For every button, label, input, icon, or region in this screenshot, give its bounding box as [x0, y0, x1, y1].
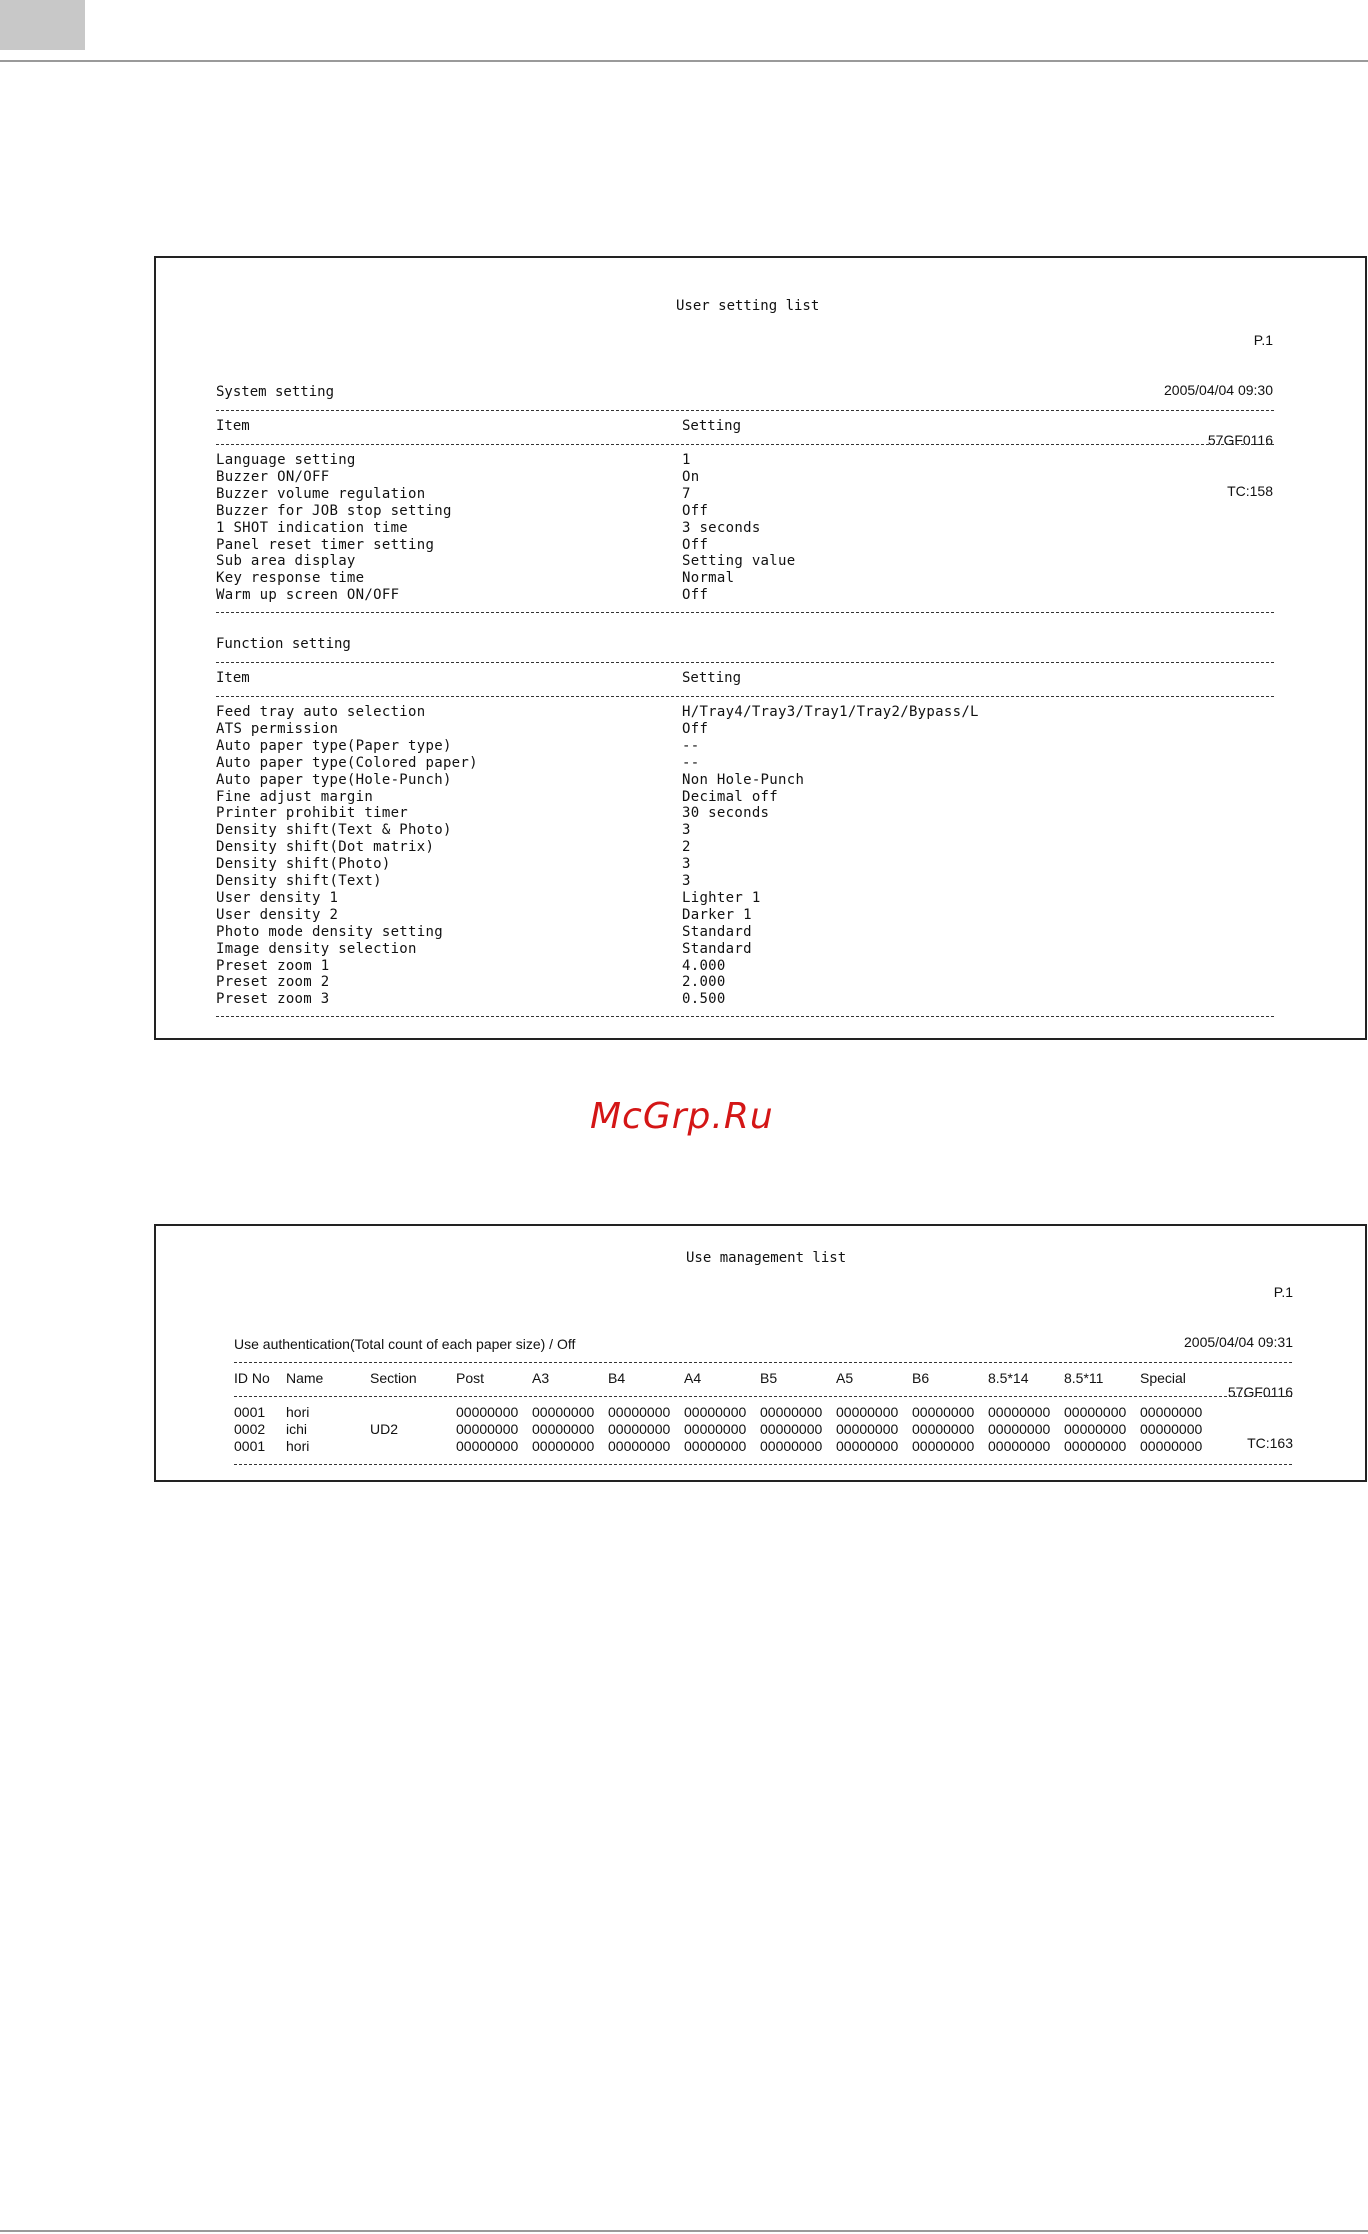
setting-column-header: Setting [682, 418, 742, 434]
function-setting-heading: Function setting [216, 636, 351, 652]
column-header: Special [1140, 1370, 1186, 1386]
column-header: B4 [608, 1370, 626, 1386]
count-cell: 00000000 [988, 1404, 1051, 1420]
serial-number: 57GF0116 [1227, 1384, 1293, 1401]
count-cell: 00000000 [912, 1404, 975, 1420]
page-number: P.1 [1273, 1283, 1293, 1300]
setting-item-label: Buzzer ON/OFF [216, 468, 330, 485]
count-cell: 00000000 [608, 1438, 671, 1454]
setting-item-value: 4.000 [682, 957, 726, 974]
name-cell: hori [286, 1404, 310, 1420]
column-header: 8.5*14 [988, 1370, 1029, 1386]
setting-item-value: Off [682, 536, 709, 553]
column-header: Name [286, 1370, 324, 1386]
setting-item-value: -- [682, 737, 700, 754]
count-cell: 00000000 [1064, 1404, 1127, 1420]
setting-item-value: 3 [682, 822, 691, 839]
section-cell: UD2 [370, 1421, 399, 1437]
setting-item-value: -- [682, 754, 700, 771]
setting-item-label: Auto paper type(Hole-Punch) [216, 771, 452, 788]
setting-item-label: Warm up screen ON/OFF [216, 587, 400, 604]
divider [234, 1464, 1292, 1465]
id-cell: 0001 [234, 1404, 266, 1420]
setting-item-label: Density shift(Text & Photo) [216, 822, 452, 839]
setting-item-value: H/Tray4/Tray3/Tray1/Tray2/Bypass/L [682, 704, 979, 720]
setting-item-label: Buzzer volume regulation [216, 485, 426, 502]
column-header: A5 [836, 1370, 854, 1386]
count-cell: 00000000 [456, 1438, 519, 1454]
count-cell: 00000000 [836, 1404, 899, 1420]
count-cell: 00000000 [684, 1404, 747, 1420]
setting-item-label: Auto paper type(Paper type) [216, 737, 452, 754]
setting-item-value: 3 seconds [682, 519, 761, 536]
count-cell: 00000000 [532, 1404, 595, 1420]
item-column-header: Item [216, 670, 250, 686]
report-title: User setting list [676, 298, 820, 314]
setting-item-label: Preset zoom 1 [216, 957, 330, 974]
divider [216, 696, 1274, 697]
report-date: 2005/04/04 09:30 [1164, 381, 1273, 398]
column-header: B6 [912, 1370, 930, 1386]
setting-item-value: Standard [682, 923, 752, 940]
setting-item-label: Preset zoom 2 [216, 974, 330, 991]
setting-item-label: Density shift(Dot matrix) [216, 839, 435, 856]
column-header: Section [370, 1370, 417, 1386]
count-cell: 00000000 [684, 1421, 747, 1437]
setting-item-label: Photo mode density setting [216, 923, 443, 940]
report-subtitle: Use authentication(Total count of each paper size) / Off [234, 1336, 576, 1352]
use-management-list-report [154, 1224, 1367, 1482]
setting-item-label: Key response time [216, 570, 365, 587]
count-cell: 00000000 [912, 1438, 975, 1454]
divider [216, 410, 1274, 411]
item-column-header: Item [216, 418, 250, 434]
setting-item-label: Density shift(Photo) [216, 856, 391, 873]
setting-item-label: Panel reset timer setting [216, 536, 435, 553]
setting-item-value: 3 [682, 856, 691, 873]
count-cell: 00000000 [1064, 1421, 1127, 1437]
count-cell: 00000000 [760, 1421, 823, 1437]
system-setting-heading: System setting [216, 384, 335, 400]
count-cell: 00000000 [684, 1438, 747, 1454]
count-cell: 00000000 [836, 1438, 899, 1454]
report-date: 2005/04/04 09:31 [1184, 1333, 1293, 1350]
setting-column-header: Setting [682, 670, 742, 686]
column-header: ID No [234, 1370, 270, 1386]
count-cell: 00000000 [760, 1404, 823, 1420]
setting-item-value: Off [682, 502, 709, 519]
serial-number: 57GF0116 [1207, 432, 1273, 449]
divider [216, 662, 1274, 663]
setting-item-label: ATS permission [216, 720, 339, 737]
top-rule [0, 60, 1368, 62]
count-cell: 00000000 [1140, 1438, 1203, 1454]
total-count: TC:158 [1227, 482, 1273, 499]
setting-item-label: Feed tray auto selection [216, 704, 426, 720]
setting-item-label: User density 1 [216, 889, 339, 906]
count-cell: 00000000 [1064, 1438, 1127, 1454]
id-cell: 0002 [234, 1421, 266, 1437]
setting-item-label: Printer prohibit timer [216, 805, 409, 822]
id-cell: 0001 [234, 1438, 266, 1454]
setting-item-label: Buzzer for JOB stop setting [216, 502, 452, 519]
setting-item-value: Decimal off [682, 788, 779, 805]
user-setting-list-report [154, 256, 1367, 1040]
count-cell: 00000000 [988, 1438, 1051, 1454]
setting-item-label: 1 SHOT indication time [216, 519, 409, 536]
count-cell: 00000000 [1140, 1421, 1203, 1437]
name-cell: ichi [286, 1421, 308, 1437]
setting-item-value: Setting value [682, 553, 796, 570]
corner-tab [0, 0, 85, 50]
count-cell: 00000000 [456, 1421, 519, 1437]
setting-item-value: Off [682, 587, 709, 604]
column-header: Post [456, 1370, 485, 1386]
column-header: A3 [532, 1370, 550, 1386]
setting-item-value: 7 [682, 485, 691, 502]
setting-item-value: Lighter 1 [682, 889, 761, 906]
count-cell: 00000000 [988, 1421, 1051, 1437]
count-cell: 00000000 [1140, 1404, 1203, 1420]
total-count: TC:163 [1247, 1434, 1293, 1451]
setting-item-label: Image density selection [216, 940, 417, 957]
divider [216, 1016, 1274, 1017]
setting-item-label: Auto paper type(Colored paper) [216, 754, 478, 771]
count-cell: 00000000 [456, 1404, 519, 1420]
setting-item-label: User density 2 [216, 906, 339, 923]
setting-item-value: 3 [682, 873, 691, 889]
setting-item-value: 1 [682, 452, 691, 468]
setting-item-value: 30 seconds [682, 805, 770, 822]
count-cell: 00000000 [912, 1421, 975, 1437]
count-cell: 00000000 [608, 1404, 671, 1420]
setting-item-value: Standard [682, 940, 752, 957]
setting-item-value: 2.000 [682, 974, 726, 991]
bottom-rule [0, 2230, 1368, 2232]
count-cell: 00000000 [836, 1421, 899, 1437]
divider [216, 444, 1274, 445]
page-number: P.1 [1253, 331, 1273, 348]
divider [216, 612, 1274, 613]
setting-item-value: On [682, 468, 700, 485]
count-cell: 00000000 [760, 1438, 823, 1454]
column-header: B5 [760, 1370, 778, 1386]
setting-item-value: 0.500 [682, 991, 726, 1008]
setting-item-value: Non Hole-Punch [682, 771, 805, 788]
setting-item-label: Preset zoom 3 [216, 991, 330, 1008]
setting-item-label: Language setting [216, 452, 356, 468]
name-cell: hori [286, 1438, 310, 1454]
watermark-logo: McGrp.Ru [590, 1096, 774, 1137]
column-header: 8.5*11 [1064, 1370, 1104, 1386]
count-cell: 00000000 [608, 1421, 671, 1437]
report-title: Use management list [686, 1250, 847, 1266]
setting-item-value: 2 [682, 839, 691, 856]
divider [234, 1362, 1292, 1363]
count-cell: 00000000 [532, 1421, 595, 1437]
setting-item-label: Sub area display [216, 553, 356, 570]
setting-item-value: Normal [682, 570, 735, 587]
column-header: A4 [684, 1370, 702, 1386]
setting-item-value: Off [682, 720, 709, 737]
setting-item-label: Fine adjust margin [216, 788, 374, 805]
count-cell: 00000000 [532, 1438, 595, 1454]
setting-item-value: Darker 1 [682, 906, 752, 923]
report-header-info [1164, 298, 1273, 533]
setting-item-label: Density shift(Text) [216, 873, 382, 889]
divider [234, 1396, 1292, 1397]
